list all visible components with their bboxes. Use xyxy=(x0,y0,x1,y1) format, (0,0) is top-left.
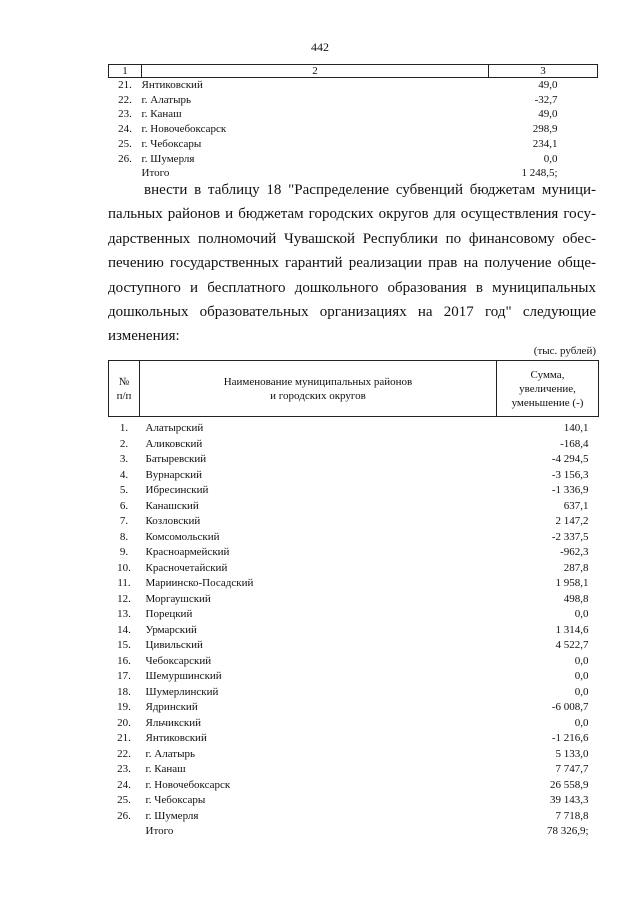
table-row xyxy=(109,483,599,499)
row-number xyxy=(109,824,140,840)
row-number: 24. xyxy=(118,123,132,136)
table-row xyxy=(109,417,599,437)
row-number: 17. xyxy=(117,670,131,683)
header-sum-line: Сумма, xyxy=(530,368,565,381)
table-row xyxy=(109,152,598,167)
row-number: 14. xyxy=(117,623,131,636)
paragraph-line: доступного и бесплатного дошкольного образования в муниципальных xyxy=(108,279,596,296)
paragraph-line: дошкольных образовательных организациях на 2017 год" следующие xyxy=(108,303,596,320)
row-number: 2. xyxy=(119,437,129,450)
table-row xyxy=(109,468,599,484)
table-row xyxy=(109,700,599,716)
row-number: 9. xyxy=(119,546,129,559)
row-value: 39 143,3 xyxy=(550,794,589,807)
table-row xyxy=(109,137,598,152)
row-name: Красночетайский xyxy=(145,561,228,574)
row-name: г. Канаш xyxy=(145,763,186,776)
paragraph-line: изменения: xyxy=(108,328,180,345)
row-number: 25. xyxy=(118,137,132,150)
row-number: 18. xyxy=(117,685,131,698)
row-name: г. Новочебоксарск xyxy=(141,123,227,136)
row-name: г. Новочебоксарск xyxy=(145,778,231,791)
table-row xyxy=(109,78,598,93)
table-row xyxy=(109,499,599,515)
row-number: 15. xyxy=(117,639,131,652)
table-row xyxy=(109,561,599,577)
column-number-2: 2 xyxy=(142,65,489,78)
row-number: 23. xyxy=(118,108,132,121)
table-row xyxy=(109,93,598,108)
column-number-1: 1 xyxy=(109,65,142,78)
table-row xyxy=(109,592,599,608)
row-value: 0,0 xyxy=(574,670,589,683)
row-number: 1. xyxy=(119,422,129,434)
row-number: 22. xyxy=(118,93,132,106)
row-name: Порецкий xyxy=(145,608,193,621)
row-value: 0,0 xyxy=(574,685,589,698)
row-number: 26. xyxy=(118,152,132,165)
header-name-line: и городских округов xyxy=(270,389,366,402)
row-name: Батыревский xyxy=(145,453,207,466)
row-name: Аликовский xyxy=(145,437,203,450)
amendment-paragraph xyxy=(108,178,596,349)
header-number-line: № xyxy=(118,375,130,388)
row-value: 0,0 xyxy=(574,654,589,667)
row-name: г. Чебоксары xyxy=(145,794,206,807)
row-name: Шумерлинский xyxy=(145,685,219,698)
row-name: Ибресинский xyxy=(145,484,209,497)
table-row xyxy=(109,107,598,122)
row-value: -1 336,9 xyxy=(551,484,589,497)
row-value: 1 314,6 xyxy=(555,623,589,636)
row-number: 10. xyxy=(117,561,131,574)
row-value: 5 133,0 xyxy=(555,747,589,760)
row-value: -962,3 xyxy=(560,546,589,559)
row-name: Чебоксарский xyxy=(145,654,212,667)
row-name: Янтиковский xyxy=(145,732,207,745)
row-value: -1 216,6 xyxy=(551,732,589,745)
row-name: Ядринский xyxy=(145,701,198,714)
row-value: 78 326,9; xyxy=(546,825,589,838)
row-value: 0,0 xyxy=(543,152,558,165)
table-row xyxy=(109,654,599,670)
table-row xyxy=(109,809,599,825)
paragraph-line: пальных районов и бюджетам городских округов для осуществления госу- xyxy=(108,206,596,223)
row-number: 8. xyxy=(119,530,129,543)
units-note: (тыс. рублей) xyxy=(533,345,596,357)
row-name: г. Шумерля xyxy=(145,809,199,822)
row-number: 25. xyxy=(117,794,131,807)
row-name: Канашский xyxy=(145,499,199,512)
row-value: -6 008,7 xyxy=(551,701,589,714)
row-number: 21. xyxy=(117,732,131,745)
row-value: 49,0 xyxy=(538,108,558,121)
row-name: г. Чебоксары xyxy=(141,137,202,150)
table-row xyxy=(109,778,599,794)
row-number: 24. xyxy=(117,778,131,791)
row-value: 4 522,7 xyxy=(555,639,589,652)
row-value: 140,1 xyxy=(563,422,589,434)
table-row xyxy=(109,685,599,701)
row-number: 3. xyxy=(119,453,129,466)
row-value: 2 147,2 xyxy=(555,515,589,528)
row-name: Вурнарский xyxy=(145,468,202,481)
row-value: 498,8 xyxy=(563,592,589,605)
row-name: г. Алатырь xyxy=(141,93,192,106)
row-number: 5. xyxy=(119,484,129,497)
row-number: 12. xyxy=(117,592,131,605)
paragraph-line: дарственных полномочий Чувашской Республики по финансовому обес- xyxy=(108,230,596,247)
row-value: 637,1 xyxy=(563,499,589,512)
table-row xyxy=(109,623,599,639)
table-row xyxy=(109,731,599,747)
header-sum-line: увеличение, xyxy=(519,382,576,395)
header-sum xyxy=(497,361,599,417)
row-name: Итого xyxy=(141,167,170,180)
row-name: Цивильский xyxy=(145,639,203,652)
row-value: 234,1 xyxy=(532,137,558,150)
row-name: г. Алатырь xyxy=(145,747,196,760)
header-sum-line: уменьшение (-) xyxy=(511,396,584,409)
table-row xyxy=(109,747,599,763)
row-number: 16. xyxy=(117,654,131,667)
row-name: Итого xyxy=(145,825,174,838)
row-value: 0,0 xyxy=(574,608,589,621)
row-name: Шемуршинский xyxy=(145,670,222,683)
header-number xyxy=(109,361,140,417)
row-value: 49,0 xyxy=(538,79,558,91)
table-continuation xyxy=(108,64,598,181)
table-row xyxy=(109,762,599,778)
table-header xyxy=(109,361,599,417)
row-name: Янтиковский xyxy=(141,79,203,91)
table-row xyxy=(109,530,599,546)
table-row xyxy=(109,669,599,685)
header-name-line: Наименование муниципальных районов xyxy=(223,375,413,388)
table-row xyxy=(109,437,599,453)
row-number: 26. xyxy=(117,809,131,822)
row-value: 7 718,8 xyxy=(555,809,589,822)
row-name: Красноармейский xyxy=(145,546,230,559)
row-value: -4 294,5 xyxy=(551,453,589,466)
paragraph-line: внести в таблицу 18 "Распределение субвенций бюджетам муници- xyxy=(144,182,596,198)
row-name: Моргаушский xyxy=(145,592,211,605)
table-row xyxy=(109,452,599,468)
row-value: 298,9 xyxy=(532,123,558,136)
row-name: г. Шумерля xyxy=(141,152,195,165)
row-number: 23. xyxy=(117,763,131,776)
table-18-changes xyxy=(108,360,599,840)
page-number: 442 xyxy=(311,40,329,54)
row-name: Яльчикский xyxy=(145,716,201,729)
header-name xyxy=(140,361,497,417)
row-number: 4. xyxy=(119,468,129,481)
table-row xyxy=(109,607,599,623)
header-number-line: п/п xyxy=(116,389,132,402)
row-value: 0,0 xyxy=(574,716,589,729)
row-number: 20. xyxy=(117,716,131,729)
row-value: 1 958,1 xyxy=(555,577,589,590)
table-total-row xyxy=(109,824,599,840)
row-value: -3 156,3 xyxy=(551,468,589,481)
row-name: Алатырский xyxy=(145,422,204,434)
table-row xyxy=(109,793,599,809)
row-name: г. Канаш xyxy=(141,108,182,121)
row-value: 287,8 xyxy=(563,561,589,574)
row-value: -2 337,5 xyxy=(551,530,589,543)
row-name: Комсомольский xyxy=(145,530,220,543)
row-value: 26 558,9 xyxy=(550,778,589,791)
row-number: 19. xyxy=(117,701,131,714)
row-number: 13. xyxy=(117,608,131,621)
column-number-3: 3 xyxy=(489,65,598,78)
table-row xyxy=(109,122,598,137)
row-value: 7 747,7 xyxy=(555,763,589,776)
table-column-numbers xyxy=(109,65,598,78)
row-number: 6. xyxy=(119,499,129,512)
row-number: 7. xyxy=(119,515,129,528)
row-value: -32,7 xyxy=(534,93,558,106)
paragraph-line: печению государственных гарантий реализации прав на получение обще- xyxy=(108,255,596,272)
row-value: -168,4 xyxy=(560,437,589,450)
row-number: 11. xyxy=(117,577,131,590)
row-number: 22. xyxy=(117,747,131,760)
row-name: Козловский xyxy=(145,515,201,528)
row-name: Урмарский xyxy=(145,623,197,636)
table-row xyxy=(109,576,599,592)
row-value: 1 248,5; xyxy=(521,167,558,180)
row-name: Мариинско-Посадский xyxy=(145,577,254,590)
table-row xyxy=(109,716,599,732)
table-row xyxy=(109,545,599,561)
table-row xyxy=(109,638,599,654)
table-row xyxy=(109,514,599,530)
row-number: 21. xyxy=(118,79,132,91)
